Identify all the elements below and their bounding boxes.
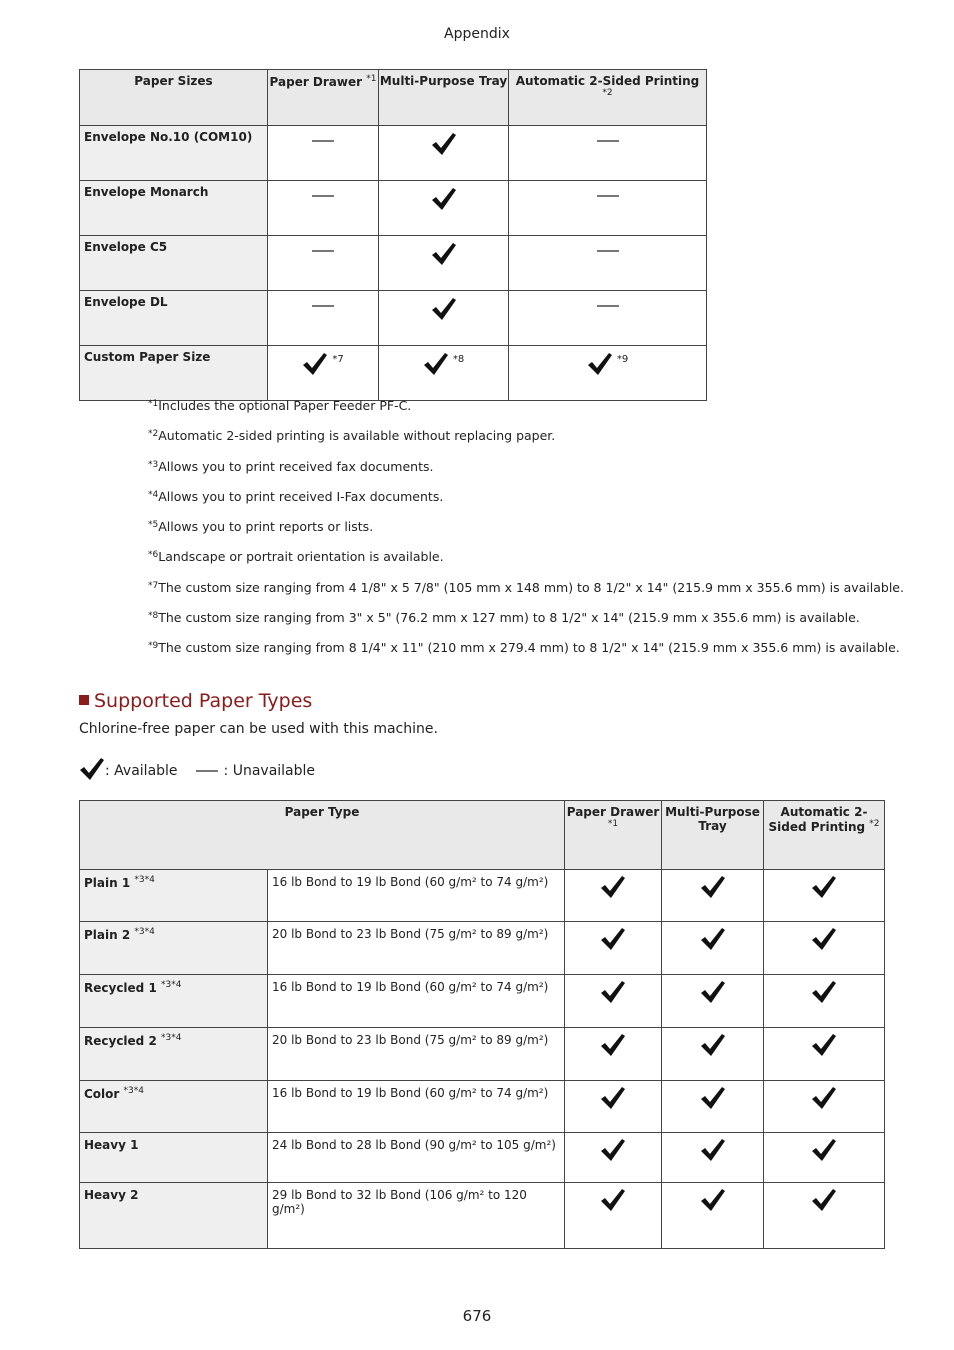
available-cell (662, 922, 764, 975)
paper-type-name: Recycled 1 $^{*3*4}$ (80, 975, 268, 1028)
checkmark-icon (600, 980, 626, 1004)
footnote-item (148, 451, 904, 481)
available-cell (764, 1133, 885, 1183)
unavailable-cell (509, 126, 707, 181)
dash-icon (597, 305, 619, 307)
available-cell (764, 1081, 885, 1133)
header-mp-tray: Multi-Purpose Tray (379, 70, 509, 126)
checkmark-icon (811, 1188, 837, 1212)
footnote-item (148, 390, 904, 420)
header-paper-type: Paper Type (80, 801, 565, 870)
legend-unavailable-label: : Unavailable (223, 763, 316, 779)
table-row (80, 1133, 885, 1183)
unavailable-cell (268, 236, 379, 291)
checkmark-icon (811, 1086, 837, 1110)
checkmark-icon (700, 980, 726, 1004)
footnote-item (148, 511, 904, 541)
checkmark-icon (431, 297, 457, 321)
available-cell (565, 975, 662, 1028)
paper-size-name: Envelope C5 (80, 236, 268, 291)
header-paper-drawer: Paper Drawer $^{*1}$ (565, 801, 662, 870)
available-cell (662, 870, 764, 922)
unavailable-cell (509, 236, 707, 291)
table-row (80, 291, 707, 346)
paper-weight-range: 20 lb Bond to 23 lb Bond (75 g/m² to 89 g/m²) (268, 1028, 565, 1081)
paper-sizes-table (79, 69, 707, 401)
checkmark-group (268, 352, 378, 376)
table-row (80, 975, 885, 1028)
footnote-ref: *3*4 (160, 1033, 182, 1043)
unavailable-cell (509, 181, 707, 236)
checkmark-icon (600, 1138, 626, 1162)
table-row (80, 1028, 885, 1081)
footnote-text: Includes the optional Paper Feeder PF-C. (158, 398, 412, 413)
checkmark-icon (587, 352, 613, 376)
paper-weight-range: 16 lb Bond to 19 lb Bond (60 g/m² to 74 g/m²) (268, 870, 565, 922)
footnote-ref: *3*4 (134, 927, 155, 937)
footnote-text: Allows you to print reports or lists. (158, 519, 374, 535)
available-cell (662, 1081, 764, 1133)
footnote-ref: *8 (452, 354, 465, 365)
footnote-item (148, 572, 904, 602)
footnote-mark: *6 (148, 550, 159, 561)
dash-icon (196, 770, 218, 772)
legend-available-label: : Available (105, 763, 178, 779)
checkmark-icon (811, 927, 837, 951)
checkmark-icon (431, 187, 457, 211)
dash-icon (597, 195, 619, 197)
available-cell (764, 1028, 885, 1081)
available-cell (662, 1183, 764, 1249)
section-title: Supported Paper Types (79, 690, 312, 712)
checkmark-icon (811, 1138, 837, 1162)
footnote-item (148, 632, 904, 662)
checkmark-icon (700, 1188, 726, 1212)
paper-type-name: Plain 2 $^{*3*4}$ (80, 922, 268, 975)
paper-weight-range: 20 lb Bond to 23 lb Bond (75 g/m² to 89 g/m²) (268, 922, 565, 975)
table-row (80, 1081, 885, 1133)
paper-size-name: Envelope No.10 (COM10) (80, 126, 268, 181)
paper-weight-range: 16 lb Bond to 19 lb Bond (60 g/m² to 74 g/m²) (268, 1081, 565, 1133)
available-cell (565, 1133, 662, 1183)
paper-weight-range: 24 lb Bond to 28 lb Bond (90 g/m² to 105 g/m²) (268, 1133, 565, 1183)
paper-weight-range: 16 lb Bond to 19 lb Bond (60 g/m² to 74 g/m²) (268, 975, 565, 1028)
header-paper-sizes: Paper Sizes (80, 70, 268, 126)
available-cell (764, 1183, 885, 1249)
paper-size-name: Envelope Monarch (80, 181, 268, 236)
footnote-text: Allows you to print received I-Fax documents. (158, 488, 444, 504)
table-row (80, 922, 885, 975)
paper-type-name: Heavy 1 (80, 1133, 268, 1183)
checkmark-icon (700, 1033, 726, 1057)
table-row (80, 870, 885, 922)
available-cell (565, 1028, 662, 1081)
paper-type-name: Color $^{*3*4}$ (80, 1081, 268, 1133)
checkmark-icon (600, 1188, 626, 1212)
header-auto-2sided: Automatic 2-Sided Printing $^{*2}$ (764, 801, 885, 870)
footnote-item (148, 420, 904, 450)
paper-type-name: Plain 1 $^{*3*4}$ (80, 870, 268, 922)
checkmark-icon (700, 927, 726, 951)
paper-type-name: Recycled 2 $^{*3*4}$ (80, 1028, 268, 1081)
available-cell (379, 291, 509, 346)
page-header-title: Appendix (444, 26, 510, 42)
footnote-mark: *9 (148, 641, 159, 652)
dash-icon (312, 140, 334, 142)
dash-icon (312, 250, 334, 252)
footnotes-list (148, 390, 904, 663)
footnote-text: Automatic 2-sided printing is available without replacing paper. (158, 428, 556, 444)
header-mp-tray: Multi-Purpose Tray (662, 801, 764, 870)
checkmark-icon (600, 875, 626, 899)
available-cell (379, 126, 509, 181)
available-cell (764, 975, 885, 1028)
paper-types-table (79, 800, 885, 1249)
footnote-mark: *4 (148, 489, 159, 500)
footnote-mark: *2 (148, 429, 159, 440)
available-cell (379, 236, 509, 291)
table-row (80, 1183, 885, 1249)
checkmark-icon (600, 1086, 626, 1110)
dash-icon (597, 250, 619, 252)
unavailable-cell (509, 291, 707, 346)
available-cell (764, 922, 885, 975)
dash-icon (312, 305, 334, 307)
footnote-mark: *3 (148, 459, 159, 470)
paper-weight-range: 29 lb Bond to 32 lb Bond (106 g/m² to 120 g/m²) (268, 1183, 565, 1249)
table-row (80, 236, 707, 291)
footnote-ref: *7 (332, 354, 344, 365)
footnote-item (148, 541, 904, 571)
paper-size-name: Envelope DL (80, 291, 268, 346)
footnote-item (148, 481, 904, 511)
footnote-ref: *3*4 (160, 980, 182, 990)
dash-icon (312, 195, 334, 197)
checkmark-icon (811, 1033, 837, 1057)
available-cell (565, 1081, 662, 1133)
footnote-mark: *8 (148, 611, 159, 622)
section-intro: Chlorine-free paper can be used with this machine. (79, 721, 438, 737)
square-bullet-icon (79, 695, 89, 705)
footnote-ref: *9 (616, 354, 629, 365)
available-cell (662, 1028, 764, 1081)
checkmark-group (509, 352, 706, 376)
header-paper-drawer: Paper Drawer $^{*1}$ (268, 70, 379, 126)
paper-type-name: Heavy 2 (80, 1183, 268, 1249)
footnote-text: Landscape or portrait orientation is available. (158, 549, 444, 565)
checkmark-group (379, 352, 508, 376)
checkmark-icon (431, 132, 457, 156)
table-header-row (80, 801, 885, 870)
footnote-text: Allows you to print received fax documents. (158, 458, 434, 474)
available-cell (764, 870, 885, 922)
header-auto-2sided: Automatic 2-Sided Printing $^{*2}$ (509, 70, 707, 126)
table-row (80, 181, 707, 236)
available-cell (565, 870, 662, 922)
footnote-text: The custom size ranging from 3" x 5" (76.2 mm x 127 mm) to 8 1/2" x 14" (215.9 mm x 355.6 mm) is available. (158, 610, 860, 626)
checkmark-icon (302, 352, 328, 376)
checkmark-icon (700, 1086, 726, 1110)
checkmark-icon (600, 1033, 626, 1057)
page-number: 676 (462, 1307, 492, 1325)
checkmark-icon (600, 927, 626, 951)
dash-icon (597, 140, 619, 142)
paper-size-name: Custom Paper Size (80, 346, 268, 401)
footnote-mark: *5 (148, 520, 159, 531)
available-cell (565, 922, 662, 975)
checkmark-icon (423, 352, 449, 376)
footnote-mark: *1 (148, 399, 159, 409)
checkmark-icon (79, 757, 105, 785)
legend (79, 757, 315, 785)
available-cell (379, 181, 509, 236)
unavailable-cell (268, 126, 379, 181)
checkmark-icon (811, 875, 837, 899)
footnote-mark: *7 (148, 580, 159, 591)
footnote-ref: *3*4 (134, 875, 155, 885)
available-cell (662, 975, 764, 1028)
checkmark-icon (431, 242, 457, 266)
table-row (80, 126, 707, 181)
checkmark-icon (811, 980, 837, 1004)
table-header-row (80, 70, 707, 126)
unavailable-cell (268, 291, 379, 346)
available-cell (565, 1183, 662, 1249)
footnote-text: The custom size ranging from 4 1/8" x 5 7/8" (105 mm x 148 mm) to 8 1/2" x 14" (215.9 mm x 355.6 mm) is available. (158, 579, 904, 595)
available-cell (662, 1133, 764, 1183)
footnote-ref: *3*4 (123, 1086, 144, 1096)
footnote-item (148, 602, 904, 632)
unavailable-cell (268, 181, 379, 236)
checkmark-icon (700, 1138, 726, 1162)
footnote-text: The custom size ranging from 8 1/4" x 11" (210 mm x 279.4 mm) to 8 1/2" x 14" (215.9 mm x 355.6 mm) is available. (158, 640, 900, 656)
checkmark-icon (700, 875, 726, 899)
